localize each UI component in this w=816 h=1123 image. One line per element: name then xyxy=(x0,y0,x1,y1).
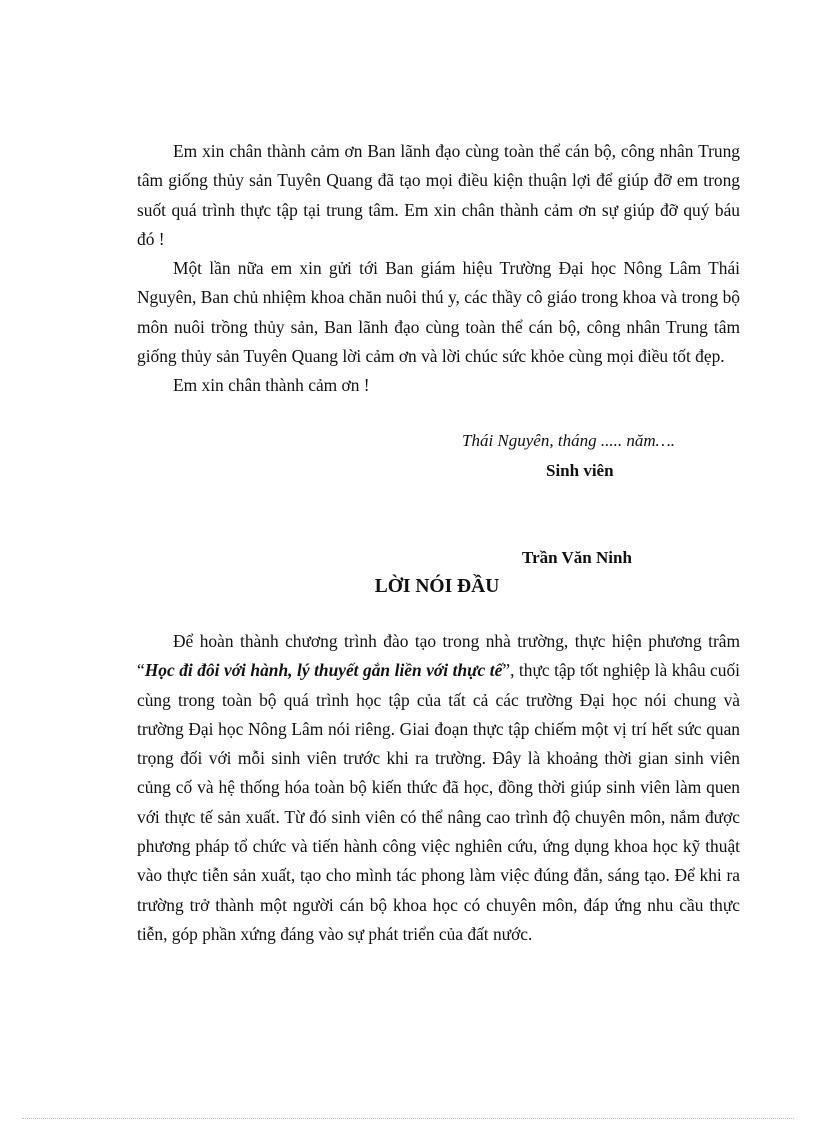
preface-body: ”, thực tập tốt nghiệp là khâu cuối cùng trong toàn bộ quá trình học tập của tất cả các trường Đại học nói chung và trường Đại học Nông Lâm nói riêng. Giai đoạn thực tập chiếm một vị trí hết sức quan trọng đối với mỗi sinh viên trước khi ra trường. Đây là khoảng thời gian sinh viên củng cố và hệ thống hóa toàn bộ kiến thức đã học, đồng thời giúp sinh viên làm quen với thực tế sản xuất. Từ đó sinh viên có thể nâng cao trình độ chuyên môn, nắm được phương pháp tổ chức và tiến hành công việc nghiên cứu, ứng dụng khoa học kỹ thuật vào thực tiễn sản xuất, tạo cho mình tác phong làm việc đúng đắn, sáng tạo. Để khi ra trường trở thành một người cán bộ khoa học có chuyên môn, đáp ứng nhu cầu thực tiễn, góp phần xứng đáng vào sự phát triển của đất nước. xyxy=(137,660,740,944)
acknowledgement-paragraph-3: Em xin chân thành cảm ơn ! xyxy=(173,375,370,396)
acknowledgement-paragraph-2: Một lần nữa em xin gửi tới Ban giám hiệu Trường Đại học Nông Lâm Thái Nguyên, Ban chủ nhiệm khoa chăn nuôi thú y, các thầy cô giáo trong khoa và trong bộ môn nuôi trồng thủy sản, Ban lãnh đạo cùng toàn thể cán bộ, công nhân Trung tâm giống thủy sản Tuyên Quang lời cảm ơn và lời chúc sức khỏe cùng mọi điều tốt đẹp. xyxy=(137,258,740,367)
signature-place-date: Thái Nguyên, tháng ..... năm…. xyxy=(462,431,675,450)
signature-name: Trần Văn Ninh xyxy=(522,548,632,567)
preface-intro: Để hoàn thành chương trình đào tạo trong nhà trường, thực hiện phương trâm “ xyxy=(137,631,740,681)
acknowledgement-section xyxy=(137,137,740,401)
signature-role: Sinh viên xyxy=(546,461,614,480)
preface-title: LỜI NÓI ĐẦU xyxy=(374,576,500,597)
preface-motto-quote: Học đi đôi với hành, lý thuyết gắn liền với thực tế xyxy=(144,660,503,681)
preface-section xyxy=(137,627,740,949)
preface-paragraph xyxy=(137,627,740,949)
page-bottom-divider xyxy=(22,1118,794,1119)
acknowledgement-paragraph-1: Em xin chân thành cảm ơn Ban lãnh đạo cùng toàn thể cán bộ, công nhân Trung tâm giống thủy sản Tuyên Quang đã tạo mọi điều kiện thuận lợi để giúp đỡ em trong suốt quá trình thực tập tại trung tâm. Em xin chân thành cảm ơn sự giúp đỡ quý báu đó ! xyxy=(137,141,740,249)
